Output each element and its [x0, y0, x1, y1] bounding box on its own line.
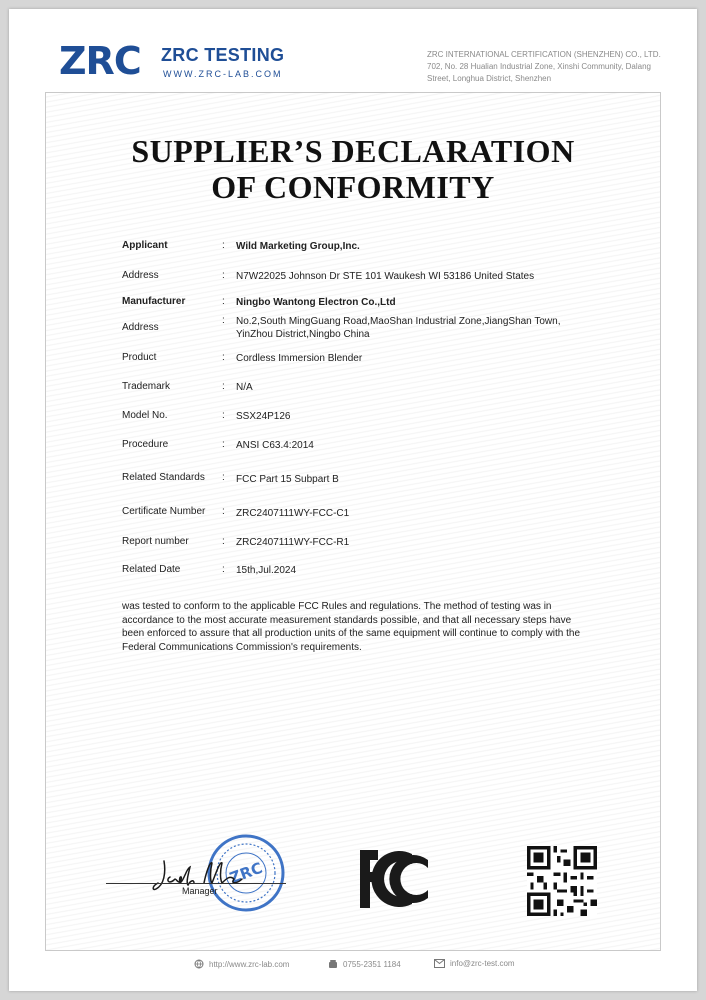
field-label-model-no: Model No.: [122, 410, 168, 421]
field-value-model-no: SSX24P126: [236, 411, 291, 422]
company-address: ZRC INTERNATIONAL CERTIFICATION (SHENZHEN) CO., LTD. 702, No. 28 Hualian Industrial Zone, Xinshi Community, Dalang Street, Longhua District, Shenzhen: [427, 50, 661, 83]
field-colon: :: [222, 270, 225, 281]
signature-line: [106, 883, 286, 884]
qr-code: [527, 846, 597, 916]
field-colon: :: [222, 410, 225, 421]
field-value-applicant: Wild Marketing Group,Inc.: [236, 241, 360, 252]
field-label-manufacturer-address: Address: [122, 322, 159, 333]
field-value-product: Cordless Immersion Blender: [236, 353, 363, 364]
field-colon: :: [222, 240, 225, 251]
email-text: info@zrc-test.com: [450, 959, 515, 968]
field-colon: :: [222, 439, 225, 450]
field-label-related-date: Related Date: [122, 564, 181, 575]
conformity-statement: was tested to conform to the applicable FCC Rules and regulations. The method of testing was in accordance to the most accurate measurement standards possible, and that all necessary steps have been enforced to assure that all production units of the same equipment will continue to comply with the Federal Communications Commission's requirements.: [122, 601, 581, 653]
field-colon: :: [222, 536, 225, 547]
field-colon: :: [222, 564, 225, 575]
phone-icon: [328, 959, 338, 969]
field-colon: :: [222, 472, 225, 483]
field-label-applicant-address: Address: [122, 270, 159, 281]
field-label-trademark: Trademark: [122, 381, 170, 392]
title-line-1: SUPPLIER’S DECLARATION: [131, 133, 575, 169]
field-value-related-standards: FCC Part 15 Subpart B: [236, 474, 339, 485]
certificate-panel: [45, 92, 661, 951]
field-value-applicant-address: N7W22025 Johnson Dr STE 101 Waukesh WI 53186 United States: [236, 271, 535, 282]
footer-phone[interactable]: [328, 959, 401, 969]
logo-mark: ZRC: [59, 39, 141, 83]
fcc-logo: [356, 846, 440, 912]
field-value-related-date: 15th,Jul.2024: [236, 565, 297, 576]
logo-url: WWW.ZRC-LAB.COM: [163, 69, 283, 79]
field-label-procedure: Procedure: [122, 439, 169, 450]
field-value-manufacturer-address: No.2,South MingGuang Road,MaoShan Industrial Zone,JiangShan Town, YinZhou District,Ningbo China: [236, 316, 561, 340]
field-colon: :: [222, 352, 225, 363]
field-colon: :: [222, 296, 225, 307]
phone-text: 0755-2351 1184: [343, 959, 401, 969]
footer-website[interactable]: [194, 959, 289, 969]
field-colon: :: [222, 381, 225, 392]
field-colon: :: [222, 506, 225, 517]
field-label-report-number: Report number: [122, 536, 189, 547]
field-label-applicant: Applicant: [122, 240, 168, 251]
field-value-report-number: ZRC2407111WY-FCC-R1: [236, 537, 350, 548]
field-value-certificate-number: ZRC2407111WY-FCC-C1: [236, 508, 350, 519]
zrc-logo: [59, 39, 299, 83]
field-label-manufacturer: Manufacturer: [122, 296, 186, 307]
signatory-role: Manager: [182, 886, 218, 896]
field-value-manufacturer: Ningbo Wantong Electron Co.,Ltd: [236, 297, 396, 308]
signature-block: [106, 833, 326, 943]
stamp-text: ZRC: [227, 858, 265, 888]
website-text: http://www.zrc-lab.com: [209, 959, 290, 969]
logo-name: ZRC TESTING: [161, 45, 285, 65]
field-label-related-standards: Related Standards: [122, 472, 205, 483]
certificate-page: [9, 9, 697, 991]
field-colon: :: [222, 315, 225, 326]
title-line-2: OF CONFORMITY: [211, 169, 495, 205]
mail-icon: [434, 959, 445, 968]
footer-email[interactable]: [434, 959, 515, 968]
field-label-certificate-number: Certificate Number: [122, 506, 206, 517]
field-value-trademark: N/A: [236, 382, 253, 393]
globe-icon: [194, 959, 204, 969]
field-value-procedure: ANSI C63.4:2014: [236, 440, 314, 451]
field-label-product: Product: [122, 352, 157, 363]
